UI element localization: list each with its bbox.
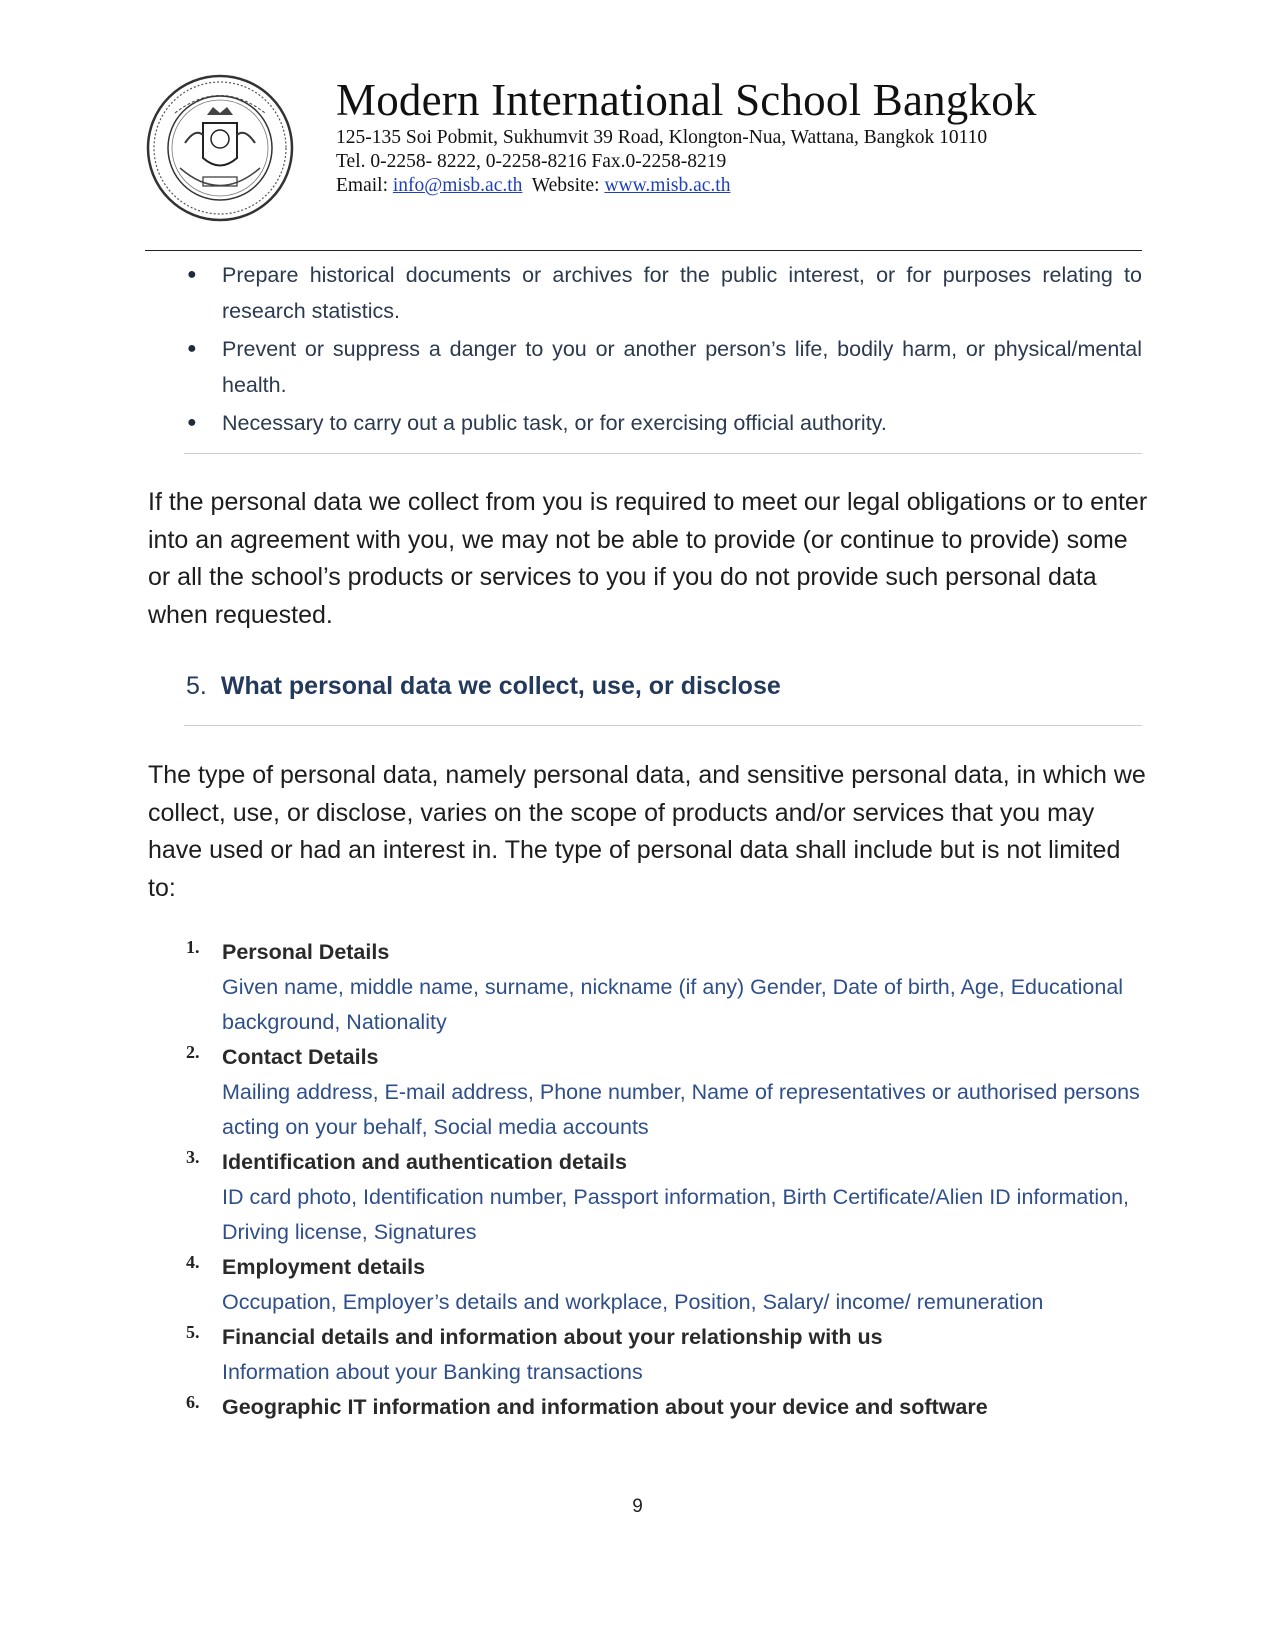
school-name: Modern International School Bangkok	[336, 75, 1037, 125]
item-description: Occupation, Employer’s details and workplace, Position, Salary/ income/ remuneration	[222, 1290, 1044, 1314]
section-title: What personal data we collect, use, or disclose	[220, 672, 781, 700]
bullet-item: ● Prepare historical documents or archives for the public interest, or for purposes relating to research statistics.	[184, 257, 1142, 329]
school-address: 125-135 Soi Pobmit, Sukhumvit 39 Road, Klongton-Nua, Wattana, Bangkok 10110	[336, 127, 988, 148]
item-description: Given name, middle name, surname, nickname (if any) Gender, Date of birth, Age, Educational background, Nationality	[222, 975, 1124, 1034]
item-description: ID card photo, Identification number, Passport information, Birth Certificate/Alien ID information, Driving license, Signatures	[222, 1185, 1130, 1244]
item-number: 3.	[186, 1147, 200, 1167]
school-phone-fax: Tel. 0-2258- 8222, 0-2258-8216 Fax.0-2258-8219	[336, 151, 727, 172]
school-crest-logo	[145, 73, 295, 223]
item-number: 6.	[186, 1392, 200, 1412]
list-item	[184, 1145, 1142, 1250]
item-heading: Geographic IT information and information about your device and software	[222, 1395, 988, 1419]
section-heading	[186, 672, 781, 701]
section-divider	[184, 725, 1142, 726]
list-item	[184, 935, 1142, 1040]
list-item	[184, 1250, 1142, 1320]
paragraph: If the personal data we collect from you is required to meet our legal obligations or to enter into an agreement with you, we may not be able to provide (or continue to provide) some or all the school’s products or services to you if you do not provide such personal data when requested.	[148, 488, 1148, 629]
bullet-dot-icon: ●	[187, 414, 197, 431]
email-label: Email:	[336, 175, 393, 196]
item-number: 2.	[186, 1042, 200, 1062]
section-number: 5.	[186, 672, 207, 700]
paragraph: The type of personal data, namely personal data, and sensitive personal data, in which we collect, use, or disclose, varies on the scope of products and/or services that you may have used or had an interest in. The type of personal data shall include but is not limited to:	[148, 761, 1146, 902]
bullet-dot-icon: ●	[187, 266, 197, 283]
page-number: 9	[632, 1496, 643, 1517]
list-item	[184, 1040, 1142, 1145]
item-heading: Contact Details	[222, 1045, 379, 1069]
list-item	[184, 1390, 1142, 1425]
item-number: 4.	[186, 1252, 200, 1272]
bullet-dot-icon: ●	[187, 340, 197, 357]
bullet-item: ● Prevent or suppress a danger to you or another person’s life, bodily harm, or physical/mental health.	[184, 331, 1142, 403]
item-heading: Identification and authentication details	[222, 1150, 627, 1174]
item-heading: Personal Details	[222, 940, 390, 964]
website-label: Website:	[522, 175, 605, 196]
item-description: Mailing address, E-mail address, Phone number, Name of representatives or authorised persons acting on your behalf, Social media accounts	[222, 1080, 1140, 1139]
item-number: 1.	[186, 937, 200, 957]
list-item	[184, 1320, 1142, 1390]
item-heading: Financial details and information about your relationship with us	[222, 1325, 883, 1349]
data-type-list	[184, 935, 1142, 1425]
header-divider	[145, 250, 1142, 251]
bullet-item: ● Necessary to carry out a public task, or for exercising official authority.	[184, 405, 1142, 441]
school-contact-line	[336, 175, 730, 197]
website-link[interactable]: www.misb.ac.th	[604, 175, 731, 196]
email-link[interactable]: info@misb.ac.th	[392, 175, 523, 196]
item-description: Information about your Banking transactions	[222, 1360, 643, 1384]
bullet-list	[184, 257, 1142, 443]
item-number: 5.	[186, 1322, 200, 1342]
item-heading: Employment details	[222, 1255, 426, 1279]
section-divider	[184, 453, 1142, 454]
